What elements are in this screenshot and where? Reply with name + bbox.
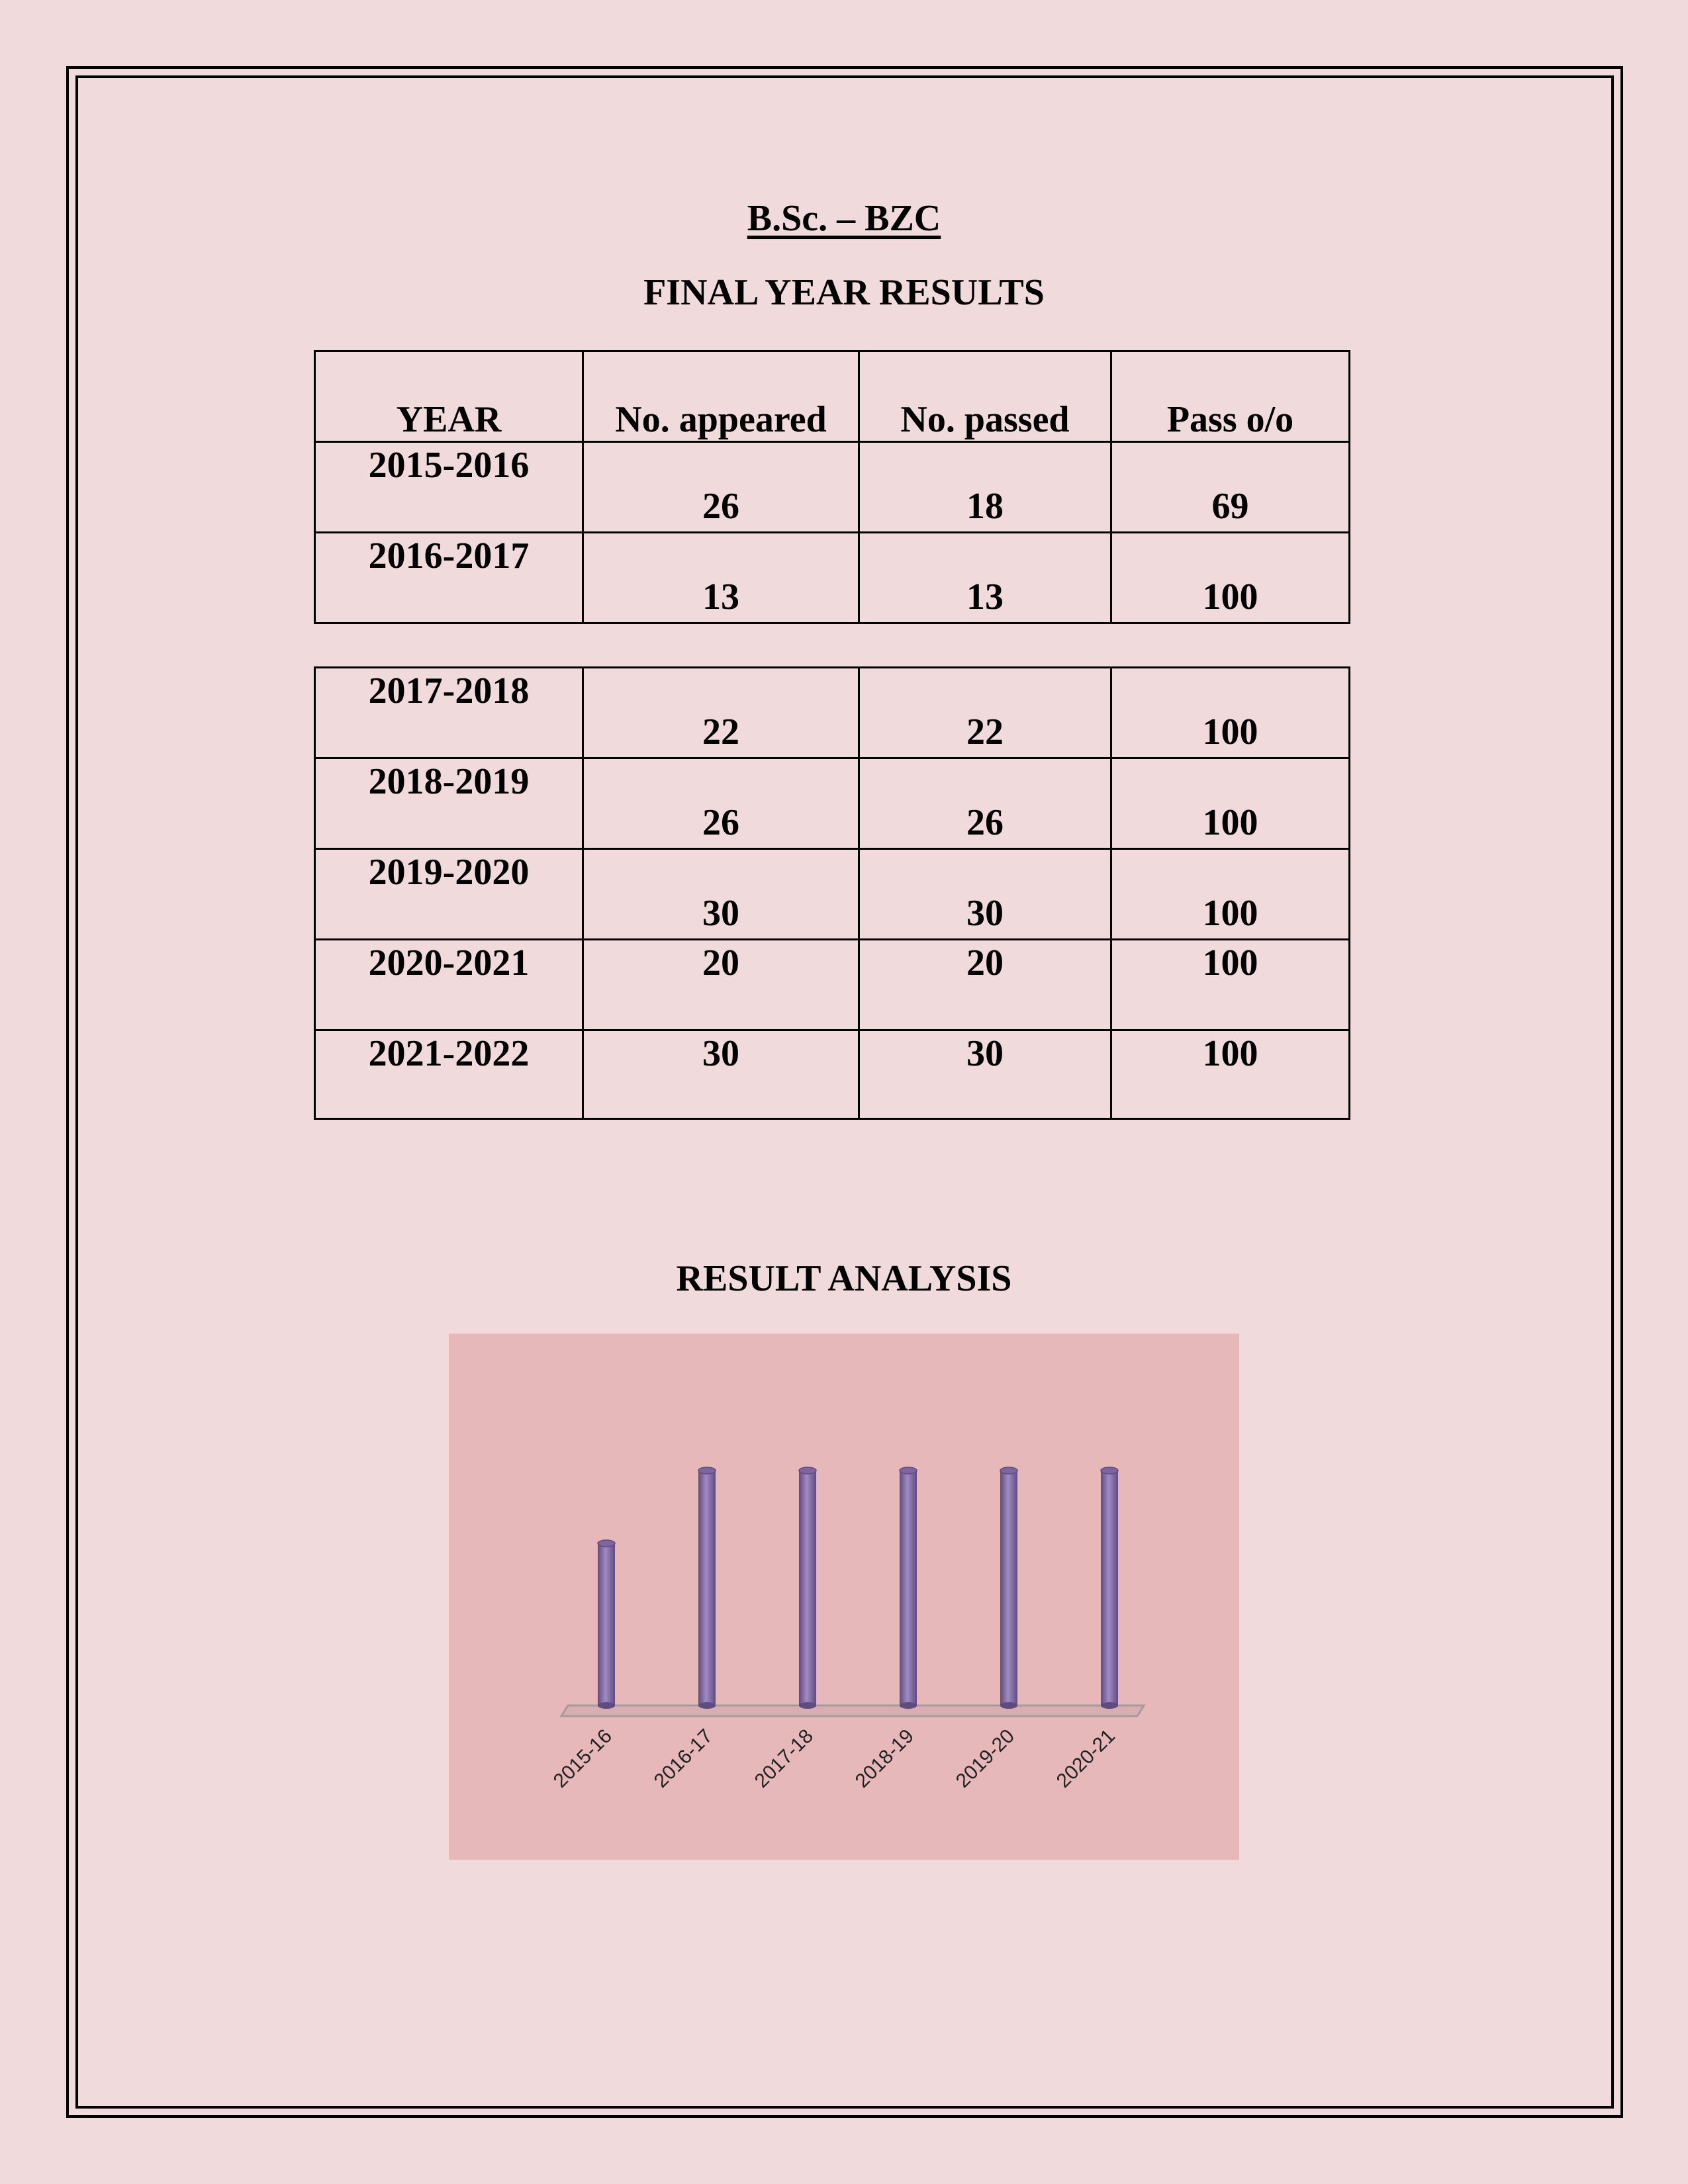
chart-bar-2017-18 — [799, 1467, 816, 1709]
cell-passed: 22 — [859, 668, 1111, 758]
analysis-title: RESULT ANALYSIS — [676, 1258, 1012, 1299]
cell-year: 2018-2019 — [315, 758, 583, 849]
cell-pass-percent: 100 — [1111, 758, 1350, 849]
table-row — [315, 668, 1350, 758]
table-row — [315, 442, 1350, 533]
cell-appeared: 30 — [583, 1030, 859, 1119]
results-subtitle: FINAL YEAR RESULTS — [643, 272, 1045, 313]
cell-appeared: 13 — [583, 533, 859, 623]
cell-passed: 20 — [859, 940, 1111, 1030]
results-table-bottom — [314, 666, 1350, 1120]
chart-bar-2016-17 — [698, 1467, 716, 1709]
table-header-row — [315, 351, 1350, 442]
chart-floor — [561, 1706, 1144, 1716]
cell-year: 2021-2022 — [315, 1030, 583, 1119]
chart-bar-body — [598, 1543, 615, 1706]
cell-passed: 13 — [859, 533, 1111, 623]
chart-bar-body — [900, 1471, 917, 1706]
cell-passed: 18 — [859, 442, 1111, 533]
chart-svg — [449, 1334, 1239, 1860]
cell-year: 2019-2020 — [315, 849, 583, 940]
chart-bar-body — [1000, 1471, 1017, 1706]
cell-year: 2020-2021 — [315, 940, 583, 1030]
x-tick-label: 2018-19 — [851, 1725, 918, 1792]
chart-bar-body — [1101, 1471, 1118, 1706]
page-title: B.Sc. – BZC — [747, 198, 941, 239]
chart-bar-2019-20 — [1000, 1467, 1017, 1709]
table-row — [315, 758, 1350, 849]
table-row — [315, 533, 1350, 623]
cell-passed: 30 — [859, 849, 1111, 940]
results-table-top — [314, 350, 1350, 624]
header-passed: No. passed — [859, 351, 1111, 442]
header-pass-percent: Pass o/o — [1111, 351, 1350, 442]
cell-year: 2015-2016 — [315, 442, 583, 533]
table-row — [315, 1030, 1350, 1119]
cell-appeared: 22 — [583, 668, 859, 758]
chart-bar-body — [799, 1471, 816, 1706]
chart-bar-2020-21 — [1101, 1467, 1118, 1709]
cell-appeared: 26 — [583, 758, 859, 849]
cell-pass-percent: 100 — [1111, 849, 1350, 940]
table-row — [315, 849, 1350, 940]
cell-pass-percent: 100 — [1111, 533, 1350, 623]
cell-year: 2016-2017 — [315, 533, 583, 623]
cell-pass-percent: 100 — [1111, 940, 1350, 1030]
cell-passed: 30 — [859, 1030, 1111, 1119]
cell-pass-percent: 100 — [1111, 668, 1350, 758]
x-tick-label: 2017-18 — [750, 1725, 818, 1792]
table-row — [315, 940, 1350, 1030]
header-appeared: No. appeared — [583, 351, 859, 442]
result-chart — [449, 1334, 1239, 1860]
x-tick-label: 2019-20 — [951, 1725, 1019, 1792]
x-tick-label: 2015-16 — [549, 1725, 616, 1792]
cell-appeared: 30 — [583, 849, 859, 940]
cell-passed: 26 — [859, 758, 1111, 849]
cell-appeared: 26 — [583, 442, 859, 533]
chart-bar-2015-16 — [598, 1540, 615, 1709]
chart-bar-2018-19 — [900, 1467, 917, 1709]
x-tick-label: 2020-21 — [1052, 1725, 1119, 1792]
cell-appeared: 20 — [583, 940, 859, 1030]
x-tick-label: 2016-17 — [649, 1725, 717, 1792]
cell-pass-percent: 100 — [1111, 1030, 1350, 1119]
cell-year: 2017-2018 — [315, 668, 583, 758]
header-year: YEAR — [315, 351, 583, 442]
cell-pass-percent: 69 — [1111, 442, 1350, 533]
chart-bar-body — [698, 1471, 716, 1706]
